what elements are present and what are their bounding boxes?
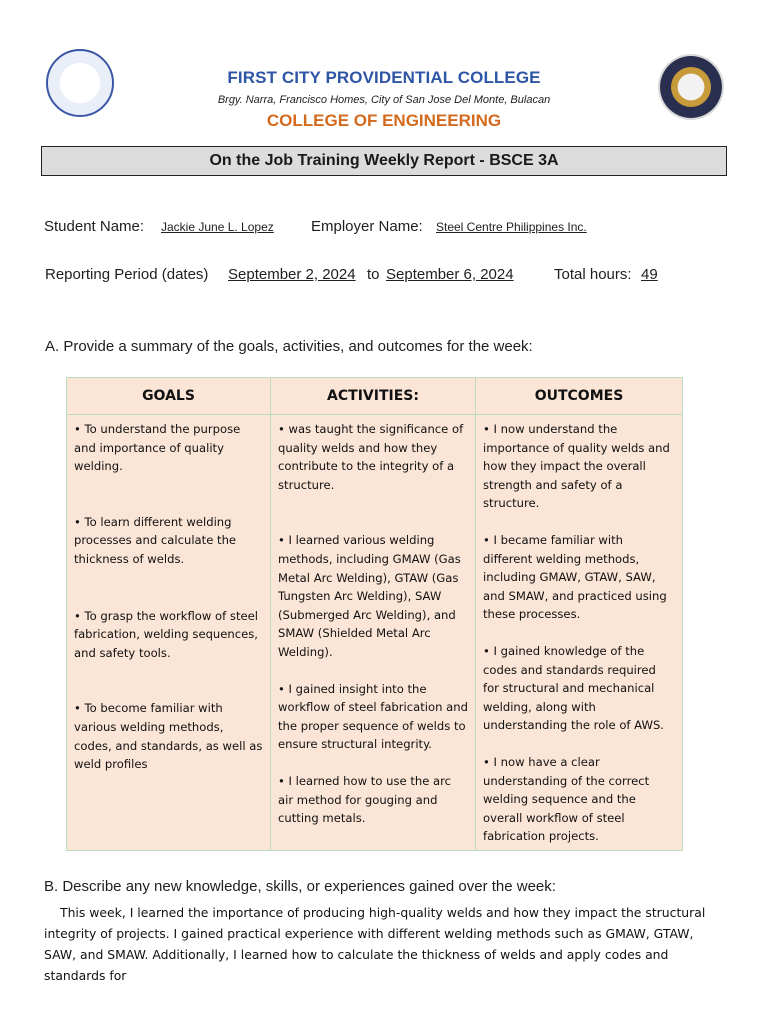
table-header-row <box>67 378 683 415</box>
reporting-period-label: Reporting Period (dates) <box>45 266 209 283</box>
period-to-text: to <box>367 266 380 283</box>
activity-item: • I learned how to use the arc air method for gouging and cutting metals. <box>278 773 452 826</box>
goal-item: • To understand the purpose and importance of quality welding. <box>74 422 241 474</box>
total-hours-value: 49 <box>641 266 658 283</box>
activities-cell <box>271 415 476 851</box>
college-name: FIRST CITY PROVIDENTIAL COLLEGE <box>227 68 541 87</box>
goal-item: • To learn different welding processes and calculate the thickness of welds. <box>74 514 237 566</box>
section-b-paragraph: This week, I learned the importance of producing high-quality welds and how they impact the structural integrity of projects. I gained practical experience with different welding methods such as GMAW, GTAW, SAW, and SMAW. Additionally, I learned how to calculate the thickness of welds and apply codes and standards for <box>44 905 706 983</box>
outcomes-cell <box>476 415 683 851</box>
student-name-value: Jackie June L. Lopez <box>161 220 274 234</box>
report-title: On the Job Training Weekly Report - BSCE 3A <box>41 146 727 176</box>
activity-item: • was taught the significance of quality welds and how they contribute to the integrity of a structure. <box>278 422 464 492</box>
engineering-seal-icon <box>660 56 722 118</box>
section-a-heading: A. Provide a summary of the goals, activities, and outcomes for the week: <box>45 338 533 355</box>
total-hours-label: Total hours: <box>554 266 632 283</box>
goal-item: • To become familiar with various welding methods, codes, and standards, as well as weld profiles <box>74 701 263 772</box>
outcome-item: • I now understand the importance of quality welds and how they impact the overall strength and safety of a structure. <box>483 422 670 511</box>
outcome-item: • I gained knowledge of the codes and standards required for structural and mechanical welding, along with understanding the role of AWS. <box>483 643 664 733</box>
column-header-activities: ACTIVITIES: <box>271 378 476 415</box>
activity-item: • I learned various welding methods, including GMAW (Gas Metal Arc Welding), GTAW (Gas Tungsten Arc Welding), SAW (Submerged Arc Welding), and SMAW (Shielded Metal Arc Welding). <box>278 533 461 659</box>
employer-name-value: Steel Centre Philippines Inc. <box>436 220 587 234</box>
goal-item: • To grasp the workflow of steel fabrication, welding sequences, and safety tools. <box>74 608 258 660</box>
department-name: COLLEGE OF ENGINEERING <box>266 111 502 130</box>
period-end-date: September 6, 2024 <box>386 266 514 283</box>
period-start-date: September 2, 2024 <box>228 266 356 283</box>
student-name-label: Student Name: <box>44 218 145 235</box>
outcome-item: • I now have a clear understanding of the correct welding sequence and the overall workflow of steel fabrication projects. <box>483 754 650 844</box>
outcome-item: • I became familiar with different welding methods, including GMAW, GTAW, SAW, and SMAW, and practiced using these processes. <box>483 532 667 622</box>
activity-item: • I gained insight into the workflow of steel fabrication and the proper sequence of welds to ensure structural integrity. <box>278 681 468 752</box>
employer-name-label: Employer Name: <box>311 218 423 235</box>
column-header-goals: GOALS <box>67 378 271 415</box>
college-address: Brgy. Narra, Francisco Homes, City of San Jose Del Monte, Bulacan <box>217 94 551 106</box>
goals-activities-outcomes-table <box>66 377 683 851</box>
table-row <box>67 415 683 851</box>
goals-cell <box>67 415 271 851</box>
section-b-heading: B. Describe any new knowledge, skills, or experiences gained over the week: <box>44 878 556 895</box>
column-header-outcomes: OUTCOMES <box>476 378 683 415</box>
